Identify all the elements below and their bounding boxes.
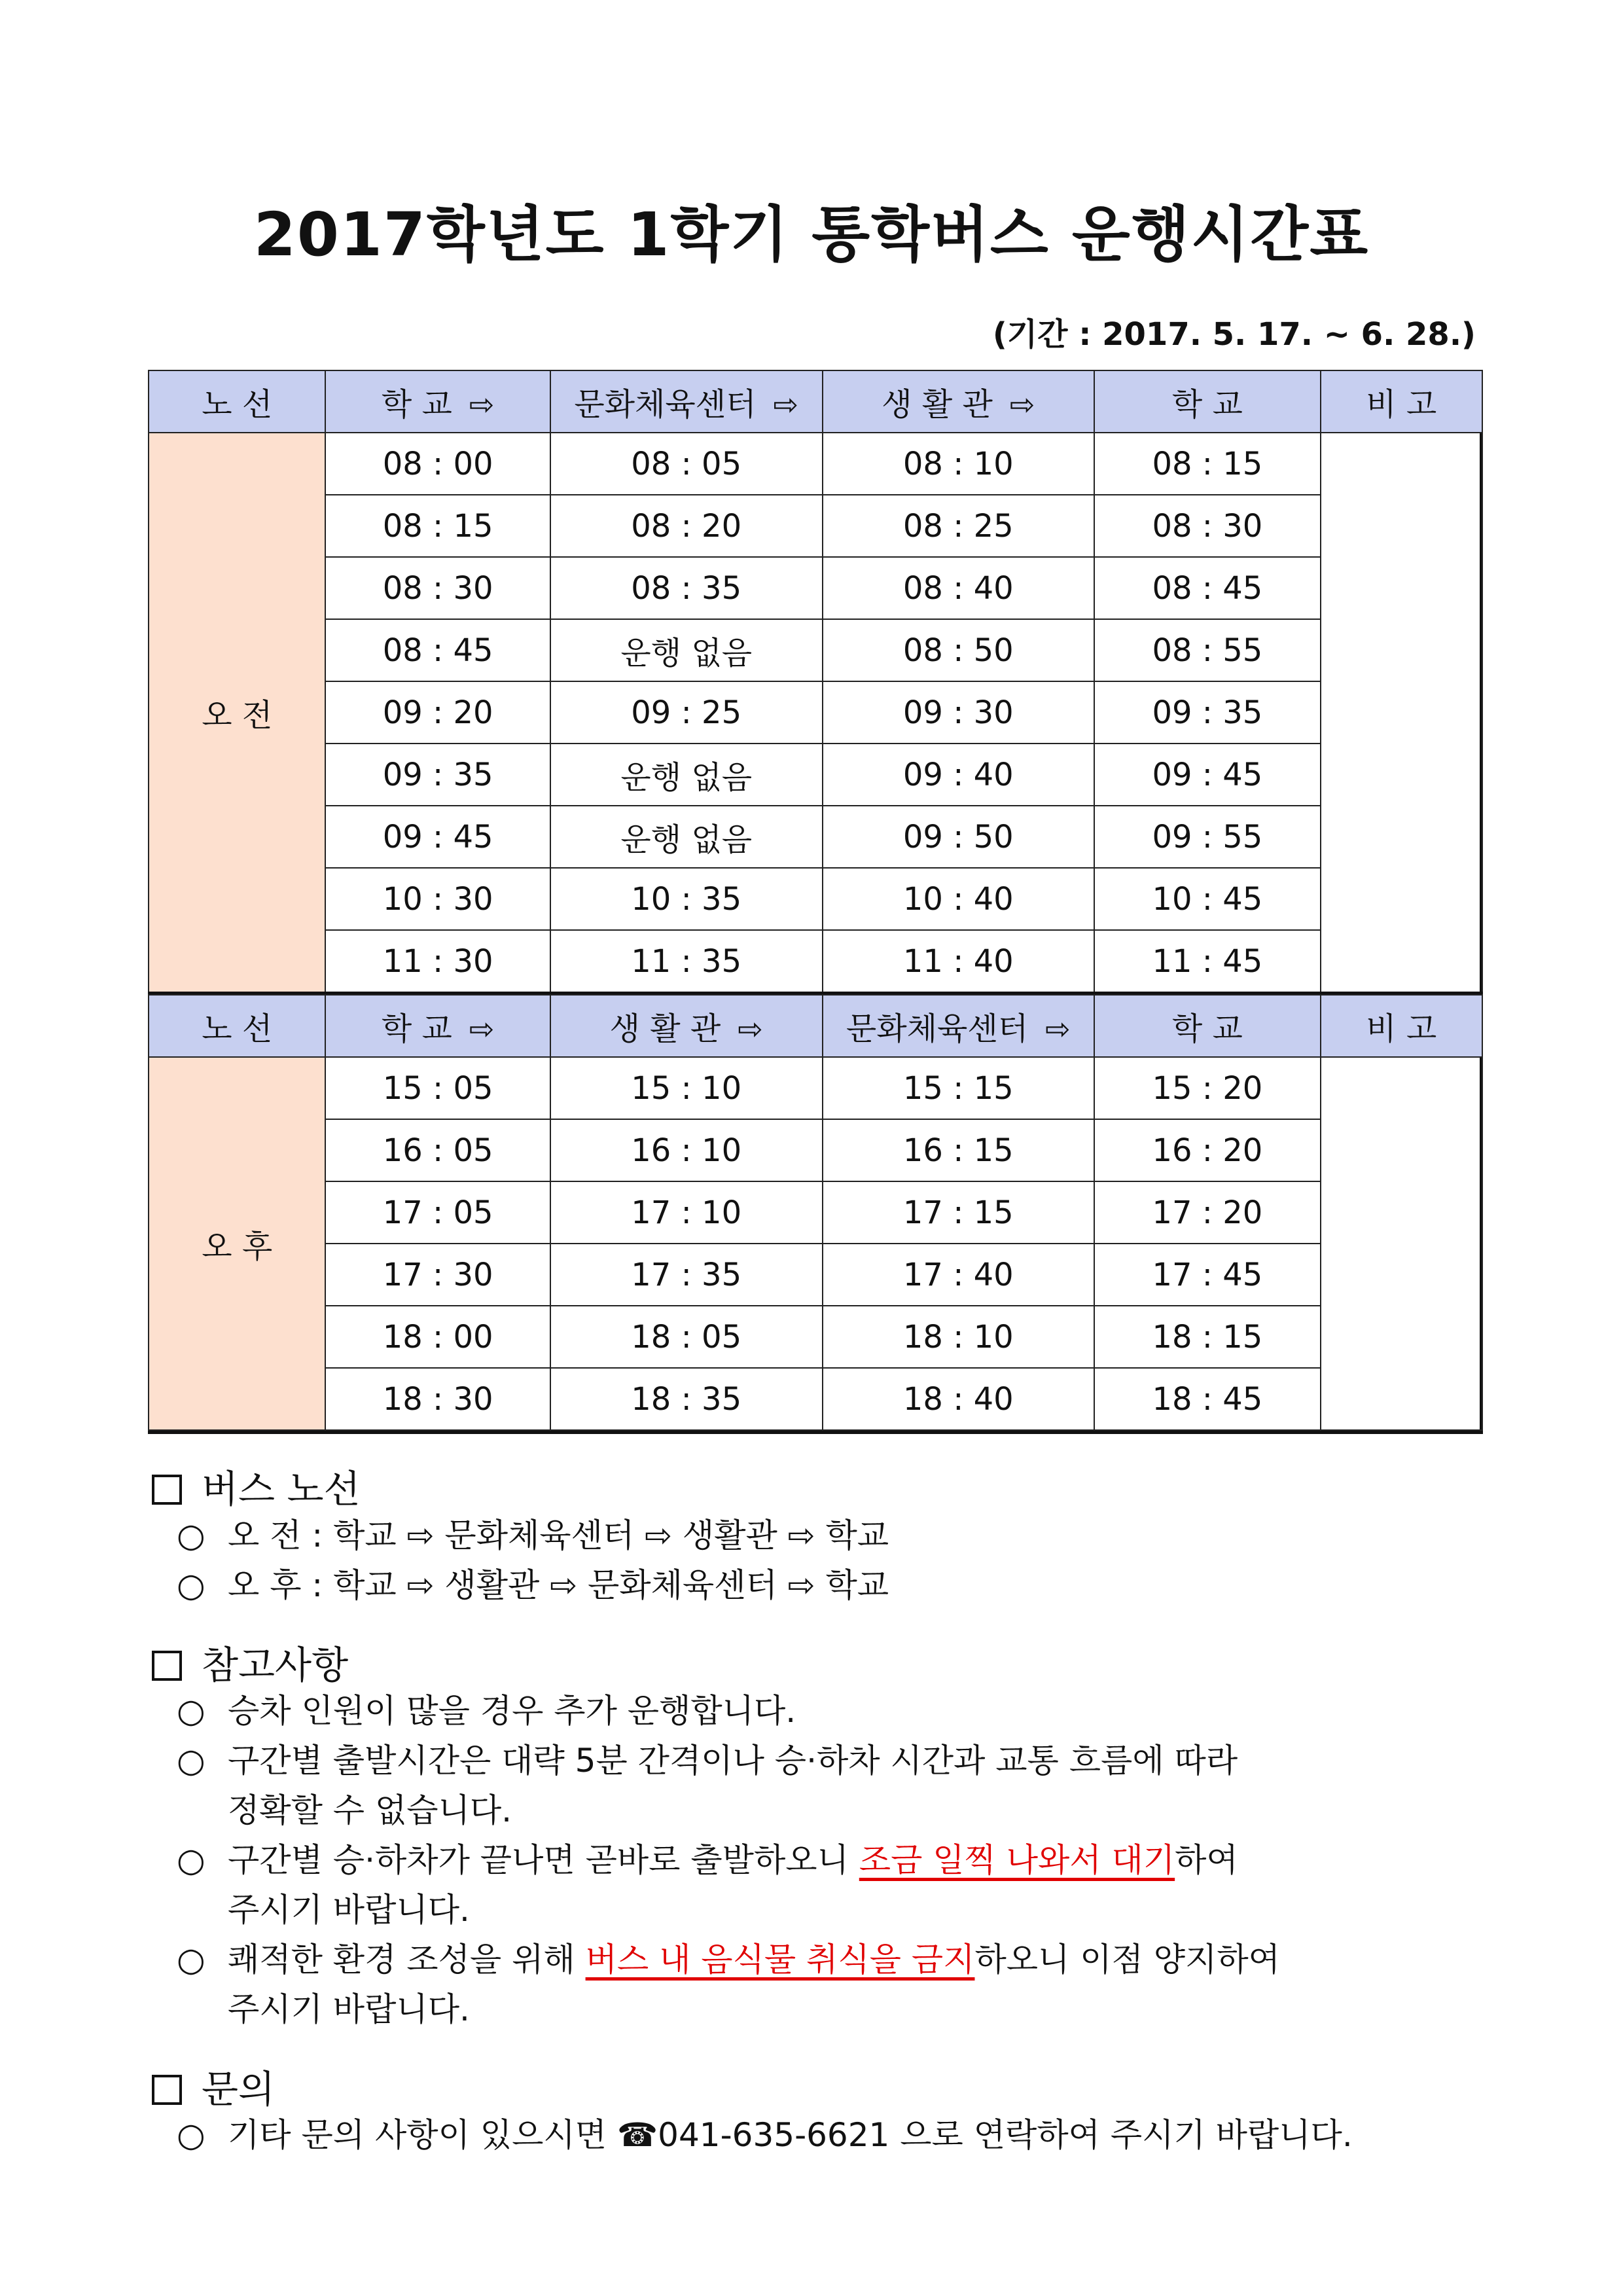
table-row [149,1119,1482,1181]
time-cell: 15 : 20 [1094,1057,1321,1119]
time-cell: 08 : 35 [550,557,823,619]
time-cell: 08 : 20 [550,495,823,557]
afternoon-schedule-table [148,992,1483,1434]
time-cell: 18 : 05 [550,1306,823,1368]
time-cell: 17 : 10 [550,1181,823,1244]
time-cell: 17 : 35 [550,1244,823,1306]
note-item-2: ○ 구간별 출발시간은 대략 5분 간격이나 승·하차 시간과 교통 흐름에 따라 [177,1736,1479,1785]
time-cell: 18 : 35 [550,1368,823,1430]
time-cell: 운행 없음 [550,619,823,681]
header-route: 노 선 [149,370,325,433]
remarks-cell [1321,1057,1482,1430]
arrow-right-icon: ⇨ [1045,1011,1071,1047]
table-row [149,806,1482,868]
time-cell: 09 : 30 [823,681,1095,744]
time-cell: 08 : 30 [1094,495,1321,557]
time-cell: 08 : 45 [1094,557,1321,619]
table-row [149,681,1482,744]
time-cell: 10 : 30 [325,868,550,930]
time-cell: 16 : 10 [550,1119,823,1181]
checkbox-square-icon [152,2075,182,2105]
header-stop-1: 학 교 ⇨ [325,995,550,1057]
time-cell: 08 : 25 [823,495,1095,557]
route-item-afternoon: ○ 오 후 : 학교 ⇨ 생활관 ⇨ 문화체육센터 ⇨ 학교 [177,1560,1479,1610]
time-cell: 17 : 15 [823,1181,1095,1244]
time-cell: 08 : 15 [325,495,550,557]
time-cell: 18 : 10 [823,1306,1095,1368]
highlight-wait-early: 조금 일찍 나와서 대기 [859,1841,1175,1879]
highlight-no-food: 버스 내 음식물 취식을 금지 [585,1941,975,1979]
contact-item: ○ 기타 문의 사항이 있으시면 ☎041-635-6621 으로 연락하여 주시기 바랍니다. [177,2110,1479,2160]
circle-bullet-icon: ○ [177,1692,205,1730]
time-cell: 18 : 40 [823,1368,1095,1430]
time-cell: 15 : 10 [550,1057,823,1119]
circle-bullet-icon: ○ [177,1516,205,1554]
table-row [149,1368,1482,1430]
time-cell: 11 : 40 [823,930,1095,992]
time-cell: 11 : 45 [1094,930,1321,992]
time-cell: 10 : 40 [823,868,1095,930]
time-cell: 09 : 45 [325,806,550,868]
time-cell: 17 : 30 [325,1244,550,1306]
circle-bullet-icon: ○ [177,1566,205,1604]
time-cell: 10 : 45 [1094,868,1321,930]
circle-bullet-icon: ○ [177,1941,205,1979]
header-stop-3: 생 활 관 ⇨ [823,370,1095,433]
time-cell: 11 : 30 [325,930,550,992]
time-cell: 08 : 10 [823,433,1095,495]
time-cell: 18 : 00 [325,1306,550,1368]
header-route: 노 선 [149,995,325,1057]
time-cell: 08 : 50 [823,619,1095,681]
time-cell: 09 : 35 [325,744,550,806]
table-row [149,930,1482,992]
arrow-right-icon: ⇨ [738,1011,763,1047]
section-bus-route-heading: 버스 노선 [152,1458,361,1513]
time-cell: 16 : 05 [325,1119,550,1181]
time-cell: 18 : 30 [325,1368,550,1430]
note-item-1: ○ 승차 인원이 많을 경우 추가 운행합니다. [177,1686,1479,1736]
table-header-row [149,995,1482,1057]
table-row [149,1181,1482,1244]
note-item-2-cont: 정확할 수 없습니다. [228,1791,512,1829]
header-remarks: 비 고 [1321,995,1482,1057]
table-header-row [149,370,1482,433]
checkbox-square-icon [152,1651,182,1681]
time-cell: 18 : 45 [1094,1368,1321,1430]
period-label-cell: 오 전 [149,433,325,992]
time-cell: 16 : 15 [823,1119,1095,1181]
time-cell: 09 : 35 [1094,681,1321,744]
phone-number[interactable]: 041-635-6621 [658,2116,890,2154]
table-row [149,1306,1482,1368]
time-cell: 10 : 35 [550,868,823,930]
time-cell: 18 : 15 [1094,1306,1321,1368]
time-cell: 16 : 20 [1094,1119,1321,1181]
header-stop-2: 생 활 관 ⇨ [550,995,823,1057]
table-row [149,868,1482,930]
section-notes-heading: 참고사항 [152,1634,348,1689]
time-cell: 08 : 05 [550,433,823,495]
section-contact-heading: 문의 [152,2058,275,2113]
morning-schedule-table [148,370,1483,996]
header-stop-4: 학 교 [1094,995,1321,1057]
header-stop-4: 학 교 [1094,370,1321,433]
page-title: 2017학년도 1학기 통학버스 운행시간표 [253,200,1370,270]
table-row [149,619,1482,681]
time-cell: 09 : 55 [1094,806,1321,868]
time-cell: 15 : 15 [823,1057,1095,1119]
table-row [149,433,1482,495]
table-row [149,1244,1482,1306]
period-label: (기간 : 2017. 5. 17. ~ 6. 28.) [992,316,1476,353]
arrow-right-icon: ⇨ [1009,387,1035,422]
time-cell: 15 : 05 [325,1057,550,1119]
time-cell: 17 : 05 [325,1181,550,1244]
phone-icon: ☎ [616,2116,658,2154]
time-cell: 09 : 20 [325,681,550,744]
arrow-right-icon: ⇨ [469,1011,495,1047]
remarks-cell [1321,433,1482,992]
note-item-3: ○ 구간별 승·하차가 끝나면 곧바로 출발하오니 조금 일찍 나와서 대기하여 [177,1835,1479,1885]
time-cell: 운행 없음 [550,806,823,868]
time-cell: 17 : 45 [1094,1244,1321,1306]
header-stop-1: 학 교 ⇨ [325,370,550,433]
note-item-4-cont: 주시기 바랍니다. [228,1990,470,2028]
time-cell: 09 : 50 [823,806,1095,868]
arrow-right-icon: ⇨ [469,387,495,422]
time-cell: 09 : 25 [550,681,823,744]
time-cell: 08 : 55 [1094,619,1321,681]
period-label-cell: 오 후 [149,1057,325,1430]
time-cell: 17 : 40 [823,1244,1095,1306]
time-cell: 08 : 45 [325,619,550,681]
time-cell: 08 : 30 [325,557,550,619]
circle-bullet-icon: ○ [177,1841,205,1879]
time-cell: 09 : 45 [1094,744,1321,806]
time-cell: 17 : 20 [1094,1181,1321,1244]
time-cell: 08 : 40 [823,557,1095,619]
checkbox-square-icon [152,1475,182,1505]
arrow-right-icon: ⇨ [773,387,799,422]
table-row [149,1057,1482,1119]
table-row [149,495,1482,557]
time-cell: 운행 없음 [550,744,823,806]
note-item-4: ○ 쾌적한 환경 조성을 위해 버스 내 음식물 취식을 금지하오니 이점 양지하여 [177,1935,1479,1984]
table-row [149,744,1482,806]
header-stop-3: 문화체육센터 ⇨ [823,995,1095,1057]
circle-bullet-icon: ○ [177,1742,205,1780]
header-remarks: 비 고 [1321,370,1482,433]
time-cell: 08 : 00 [325,433,550,495]
note-item-3-cont: 주시기 바랍니다. [228,1891,470,1929]
time-cell: 09 : 40 [823,744,1095,806]
time-cell: 11 : 35 [550,930,823,992]
route-item-morning: ○ 오 전 : 학교 ⇨ 문화체육센터 ⇨ 생활관 ⇨ 학교 [177,1511,1479,1560]
header-stop-2: 문화체육센터 ⇨ [550,370,823,433]
table-row [149,557,1482,619]
circle-bullet-icon: ○ [177,2116,205,2154]
time-cell: 08 : 15 [1094,433,1321,495]
